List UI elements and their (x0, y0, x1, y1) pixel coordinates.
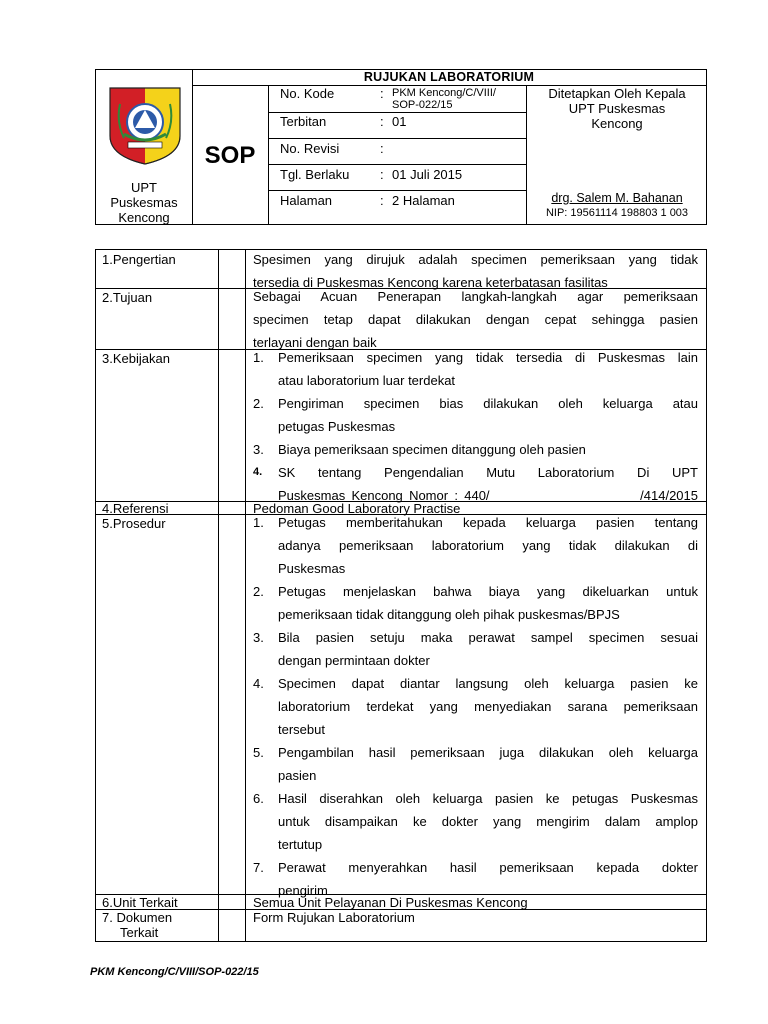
text-line: Specimen dapat diantar langsung oleh keluarga pasien ke (278, 676, 698, 691)
header-divider (268, 138, 526, 139)
section-label-kebijakan: 3.Kebijakan (102, 351, 170, 366)
header-divider (268, 190, 526, 191)
text-line: Hasil diserahkan oleh keluarga pasien ke petugas Puskesmas (278, 791, 698, 806)
section-text-tujuan (253, 285, 698, 354)
section-label-dokumen-terkait (102, 910, 220, 940)
field-colon: : (380, 114, 384, 129)
prosedur-list (253, 511, 698, 902)
section-text-unit-terkait: Semua Unit Pelayanan Di Puskesmas Kencong (253, 895, 528, 910)
field-label-no-kode: No. Kode (280, 86, 335, 101)
field-value-halaman: 2 Halaman (392, 193, 455, 208)
text-line: pengirim (278, 883, 328, 898)
list-item (253, 580, 698, 626)
text-line: untuk disampaikan ke dokter yang mengirim dalam amplop (278, 814, 698, 829)
list-item (253, 787, 698, 856)
text-line: Puskesmas (278, 561, 346, 576)
list-item (253, 672, 698, 741)
section-text-referensi: Pedoman Good Laboratory Practise (253, 501, 461, 516)
text-line: pasien (278, 768, 317, 783)
text-line: Pemeriksaan specimen yang tidak tersedia di Puskesmas lain (278, 350, 698, 365)
text-line: Biaya pemeriksaan specimen ditanggung oleh pasien (278, 442, 586, 457)
field-value-no-kode (392, 87, 496, 111)
field-value-line: SOP-022/15 (392, 99, 453, 111)
kabupaten-jember-emblem-icon (106, 84, 184, 166)
sop-header-table (95, 69, 707, 225)
field-colon: : (380, 141, 384, 156)
text-line: terlayani dengan baik (253, 335, 377, 350)
field-colon: : (380, 167, 384, 182)
column-divider (245, 250, 246, 941)
footer-document-code: PKM Kencong/C/VIII/SOP-022/15 (90, 966, 259, 978)
label-line: Terkait (120, 925, 159, 940)
sop-content-table (95, 249, 707, 942)
approval-text (528, 86, 706, 131)
list-item (253, 438, 698, 461)
approval-line: UPT Puskesmas (568, 101, 666, 116)
list-number: 7. (253, 860, 264, 875)
field-label-tgl-berlaku: Tgl. Berlaku (280, 167, 350, 182)
field-label-terbitan: Terbitan (280, 114, 327, 129)
list-number: 5. (253, 745, 264, 760)
text-line: Bila pasien setuju maka perawat sampel specimen sesuai (278, 630, 698, 645)
list-number: 4. (253, 676, 264, 691)
list-item (253, 346, 698, 392)
text-line: Perawat menyerahkan hasil pemeriksaan kepada dokter (278, 860, 698, 875)
field-label-no-revisi: No. Revisi (280, 141, 340, 156)
institution-line: UPT (131, 180, 157, 195)
section-text-dokumen-terkait: Form Rujukan Laboratorium (253, 910, 415, 925)
list-number: 2. (253, 584, 264, 599)
field-colon: : (380, 86, 384, 101)
section-label-unit-terkait: 6.Unit Terkait (102, 895, 178, 910)
signatory-name: drg. Salem M. Bahanan (551, 191, 683, 205)
text-line: Sebagai Acuan Penerapan langkah-langkah agar pemeriksaan (253, 289, 698, 304)
section-label-pengertian: 1.Pengertian (102, 252, 176, 267)
list-number: 3. (253, 442, 264, 457)
signatory-nip: NIP: 19561114 198803 1 003 (545, 207, 689, 219)
section-label-tujuan: 2.Tujuan (102, 290, 153, 305)
field-value-terbitan: 01 (392, 114, 407, 129)
text-line: Petugas menjelaskan bahwa biaya yang dikeluarkan untuk (278, 584, 698, 599)
text-line: Petugas memberitahukan kepada keluarga pasien tentang (278, 515, 698, 530)
text-line: atau laboratorium luar terdekat (278, 373, 456, 388)
text-line: Puskesmas Kencong Nomor : 440/ /414/2015 (278, 488, 698, 503)
text-line: petugas Puskesmas (278, 419, 396, 434)
header-divider (268, 85, 269, 224)
list-number: 6. (253, 791, 264, 806)
text-line: SK tentang Pengendalian Mutu Laboratorium Di UPT (278, 465, 698, 480)
text-line: tertutup (278, 837, 323, 852)
label-line: 7. Dokumen (102, 910, 173, 925)
header-divider (526, 85, 527, 224)
section-label-prosedur: 5.Prosedur (102, 516, 166, 531)
text-line: specimen tetap dapat dilakukan dengan cepat sehingga pasien (253, 312, 698, 327)
list-number: 3. (253, 630, 264, 645)
approval-line: Kencong (591, 116, 643, 131)
institution-line: Kencong (118, 210, 170, 225)
text-line: Pengiriman specimen bias dilakukan oleh keluarga atau (278, 396, 698, 411)
text-line: laboratorium terdekat yang menyediakan sarana pemeriksaan (278, 699, 698, 714)
field-value-tgl-berlaku: 01 Juli 2015 (392, 167, 463, 182)
sop-label: SOP (204, 142, 256, 169)
field-label-halaman: Halaman (280, 193, 333, 208)
list-number: 1. (253, 350, 264, 365)
list-item (253, 511, 698, 580)
header-divider (268, 112, 526, 113)
list-item (253, 741, 698, 787)
document-title: RUJUKAN LABORATORIUM (363, 70, 535, 84)
text-line: tersedia di Puskesmas Kencong karena keterbatasan fasilitas (253, 275, 608, 290)
list-number: 1. (253, 515, 264, 530)
text-line: tersebut (278, 722, 325, 737)
field-value-line: PKM Kencong/C/VIII/ (392, 87, 496, 99)
text-line: adanya pemeriksaan laboratorium yang tidak dilakukan di (278, 538, 698, 553)
text-line: pemeriksaan tidak ditanggung oleh pihak puskesmas/BPJS (278, 607, 620, 622)
header-divider (268, 164, 526, 165)
kebijakan-list (253, 346, 698, 507)
list-number: 2. (253, 396, 264, 411)
text-line: Spesimen yang dirujuk adalah specimen pemeriksaan yang tidak (253, 252, 698, 267)
institution-name (96, 180, 192, 225)
list-number: 4. (253, 466, 263, 478)
list-item (253, 626, 698, 672)
list-item (253, 392, 698, 438)
approval-line: Ditetapkan Oleh Kepala (548, 86, 686, 101)
field-colon: : (380, 193, 384, 208)
section-label-referensi: 4.Referensi (102, 501, 169, 516)
text-line: dengan permintaan dokter (278, 653, 430, 668)
text-line: Pengambilan hasil pemeriksaan juga dilakukan oleh keluarga (278, 745, 698, 760)
institution-line: Puskesmas (110, 195, 178, 210)
